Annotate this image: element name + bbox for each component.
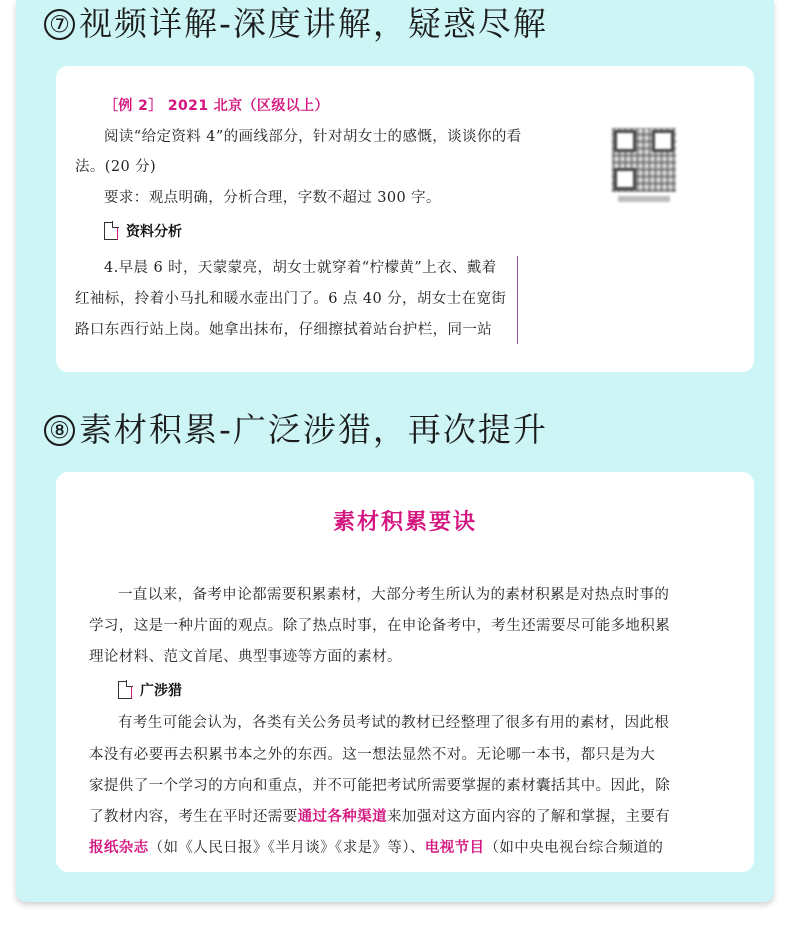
section7-title: 视频详解-深度讲解，疑惑尽解 [79, 4, 548, 43]
para2-line-5 [89, 838, 663, 858]
material-divider [517, 256, 518, 344]
qr-caption-blur [618, 196, 670, 202]
para2-line-4-end: 来加强对这方面内容的了解和掌握，主要有 [387, 809, 671, 825]
section8-heading [44, 410, 548, 450]
qr-code-image[interactable] [612, 128, 676, 192]
material-line-2: 红袖标，拎着小马扎和暖水壶出门了。6 点 40 分，胡女士在宽街 [75, 291, 507, 307]
material-line-1: 4.早晨 6 时，天蒙蒙亮，胡女士就穿着“柠檬黄”上衣、戴着 [104, 260, 497, 276]
section8-title: 素材积累-广泛涉猎，再次提升 [79, 410, 548, 449]
para1-line-1: 一直以来，备考申论都需要积累素材，大部分考生所认为的素材积累是对热点时事的 [118, 587, 670, 603]
highlight-channels: 通过各种渠道 [297, 809, 388, 825]
subheading-guangshelie [118, 681, 182, 701]
subheading-label: 广涉猎 [140, 683, 182, 699]
requirement-text: 要求：观点明确，分析合理，字数不超过 300 字。 [104, 190, 441, 206]
para2-line-4-start: 了教材内容，考生在平时还需要 [89, 809, 298, 825]
para2-line-5-end: （如中央电视台综合频道的 [484, 840, 664, 856]
section7-heading [44, 4, 548, 44]
highlight-newspapers: 报纸杂志 [89, 840, 149, 856]
para2-line-2: 本没有必要再去积累书本之外的东西。这一想法显然不对。无论哪一本书，都只是为大 [89, 747, 656, 763]
para2-line-1: 有考生可能会认为，各类有关公务员考试的教材已经整理了很多有用的素材，因此根 [118, 715, 670, 731]
para1-line-3: 理论材料、范文首尾、典型事迹等方面的素材。 [89, 649, 402, 665]
analysis-subheading [104, 222, 182, 242]
para1-line-2: 学习，这是一种片面的观点。除了热点时事，在申论备考中，考生还需要尽可能多地积累 [89, 618, 671, 634]
question-line-2: 法。(20 分) [75, 159, 157, 175]
material-line-3: 路口东西行站上岗。她拿出抹布，仔细擦拭着站台护栏，同一站 [75, 322, 493, 338]
card-title: 素材积累要诀 [332, 509, 477, 535]
section7-number: ⑦ [44, 9, 75, 40]
para2-line-3: 家提供了一个学习的方向和重点，并不可能把考试所需要掌握的素材囊括其中。因此，除 [89, 778, 671, 794]
section8-number: ⑧ [44, 415, 75, 446]
document-icon [118, 681, 132, 699]
document-icon [104, 222, 118, 240]
para2-line-5-mid: （如《人民日报》《半月谈》《求是》等）、 [148, 840, 425, 856]
question-line-1: 阅读“给定资料 4”的画线部分，针对胡女士的感慨，谈谈你的看 [104, 129, 522, 145]
highlight-tv-programs: 电视节目 [424, 840, 485, 856]
example-title: ［例 2］ 2021 北京（区级以上） [104, 98, 329, 114]
para2-line-4 [89, 807, 670, 827]
analysis-label: 资料分析 [126, 224, 182, 240]
